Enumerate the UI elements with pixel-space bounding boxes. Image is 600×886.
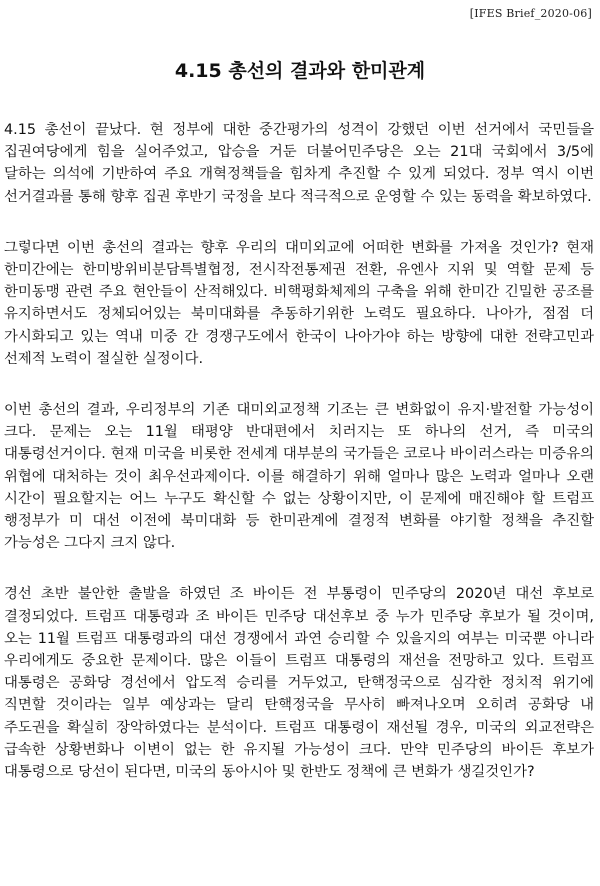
document-title: 4.15 총선의 결과와 한미관계 [174, 60, 426, 82]
paragraph-4: 경선 초반 불안한 출발을 하였던 조 바이든 전 부통령이 민주당의 2020년 대선 후보로 결정되었다. 트럼프 대통령과 조 바이든 민주당 대선후보 중 누가 민주당 후보가 될 것이며, 오는 11월 트럼프 대통령과의 대선 경쟁에서 과연 승리할 수 있을지의 여부는 미국뿐 아니라 우리에게도 중요한 문제이다. 많은 이들이 트럼프 대통령의 재선을 전망하고 있다. 트럼프 대통령은 공화당 경선에서 압도적 승리를 거두었고, 탄핵정국으로 심각한 정치적 위기에 직면할 것이라는 일부 예상과는 달리 탄핵정국을 무사히 빠져나오며 오히려 공화당 내 주도권을 확실히 장악하였다는 분석이다. 트럼프 대통령이 재선될 경우, 미국의 외교전략은 급속한 상황변화나 이변이 없는 한 유지될 가능성이 크다. 만약 민주당의 바이든 후보가 대통령으로 당선이 된다면, 미국의 동아시아 및 한반도 정책에 큰 변화가 생길것인가? [4, 586, 594, 781]
paragraph-2: 그렇다면 이번 총선의 결과는 향후 우리의 대미외교에 어떠한 변화를 가져올 것인가? 현재 한미간에는 한미방위비분담특별협정, 전시작전통제권 전환, 유엔사 지위 및 역할 문제 등 한미동맹 관련 주요 현안들이 산적해있다. 비핵평화체제의 구축을 위해 한미간 긴밀한 공조를 유지하면서도 정체되어있는 북미대화를 추동하기위한 노력도 필요하다. 나아가, 점점 더 가시화되고 있는 역내 미중 간 경쟁구도에서 한국이 나아가야 하는 방향에 대한 전략고민과 선제적 노력이 절실한 실정이다. [4, 239, 594, 367]
document-body [4, 119, 594, 783]
paragraph-1: 4.15 총선이 끝났다. 현 정부에 대한 중간평가의 성격이 강했던 이번 선거에서 국민들을 집권여당에게 힘을 실어주었고, 압승을 거둔 더불어민주당은 오는 21대 국회에서 3/5에 달하는 의석에 기반하여 주요 개혁정책들을 힘차게 추진할 수 있게 되었다. 정부 역시 이번 선거결과를 통해 향후 집권 후반기 국정을 보다 적극적으로 운영할 수 있는 동력을 확보하였다. [4, 122, 594, 205]
document-tag: [IFES Brief_2020-06] [469, 7, 592, 20]
paragraph-3: 이번 총선의 결과, 우리정부의 기존 대미외교정책 기조는 큰 변화없이 유지·발전할 가능성이 크다. 문제는 오는 11월 태평양 반대편에서 치러지는 또 하나의 선거, 즉 미국의 대통령선거이다. 현재 미국을 비롯한 전세계 대부분의 국가들은 코로나 바이러스라는 미증유의 위협에 대처하는 것이 최우선과제이다. 이를 해결하기 위해 얼마나 많은 노력과 얼마나 오랜 시간이 필요할지는 어느 누구도 확신할 수 없는 상황이지만, 이 문제에 매진해야 할 트럼프 행정부가 미 대선 이전에 북미대화 등 한미관계에 결정적 변화를 야기할 정책을 추진할 가능성은 그다지 크지 않다. [4, 402, 594, 552]
